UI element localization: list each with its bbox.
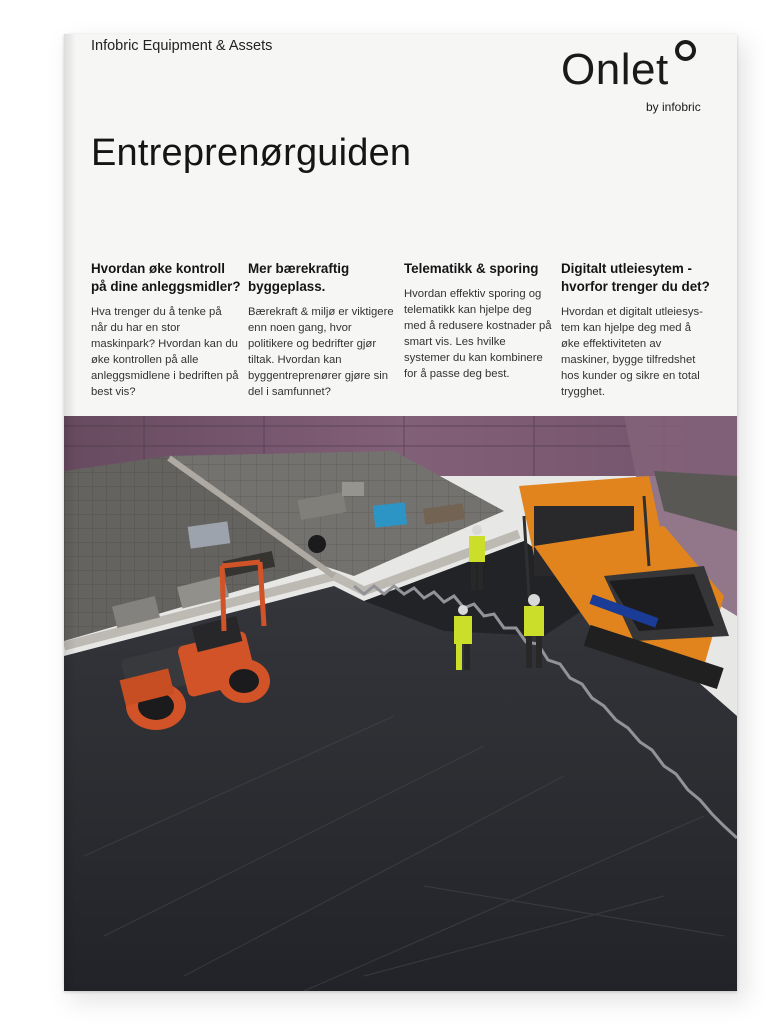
- column-body: Bærekraft & miljø er viktigere enn noen gang, hvor politikere og bedrifter gjør tiltak. Hvordan kan byggentreprenører gjøre sin del i samfunnet?: [248, 306, 394, 398]
- cover-photo-roadworks: [64, 416, 737, 991]
- column-sustainability: [248, 260, 398, 400]
- column-body: Hva trenger du å tenke på når du har en stor maskinpark? Hvordan kan du øke kontrollen på alle anleggsmidlene i bedriften på best vis?: [91, 306, 239, 398]
- column-heading: Hvordan øke kontroll på dine anleggsmidler?: [91, 261, 241, 294]
- onlet-logo: [561, 38, 711, 118]
- column-telematics: [404, 260, 554, 382]
- column-body: Hvordan effektiv sporing og telematikk kan hjelpe deg med å redusere kostnader på smart vis. Les hvilke systemer du kan kombinere for å passe deg best.: [404, 288, 552, 380]
- company-name: Infobric Equipment & Assets: [91, 38, 273, 54]
- column-rental-system: [561, 260, 711, 400]
- logo-wordmark: Onlet: [561, 45, 669, 94]
- column-heading: Digitalt utleiesytem - hvorfor trenger du det?: [561, 261, 710, 294]
- column-heading: Mer bærekraftig byggeplass.: [248, 261, 350, 294]
- column-asset-control: [91, 260, 241, 400]
- column-heading: Telematikk & sporing: [404, 261, 539, 276]
- column-body: Hvordan et digitalt utleiesystem kan hjelpe deg med å øke effektiviteten av maskiner, bygge tilfredshet hos kunder og sikre en total trygghet.: [561, 306, 703, 398]
- logo-ring-icon: [675, 40, 696, 61]
- logo-subline: by infobric: [646, 100, 701, 114]
- page-title: Entreprenørguiden: [91, 132, 412, 174]
- brochure-cover: [64, 34, 737, 991]
